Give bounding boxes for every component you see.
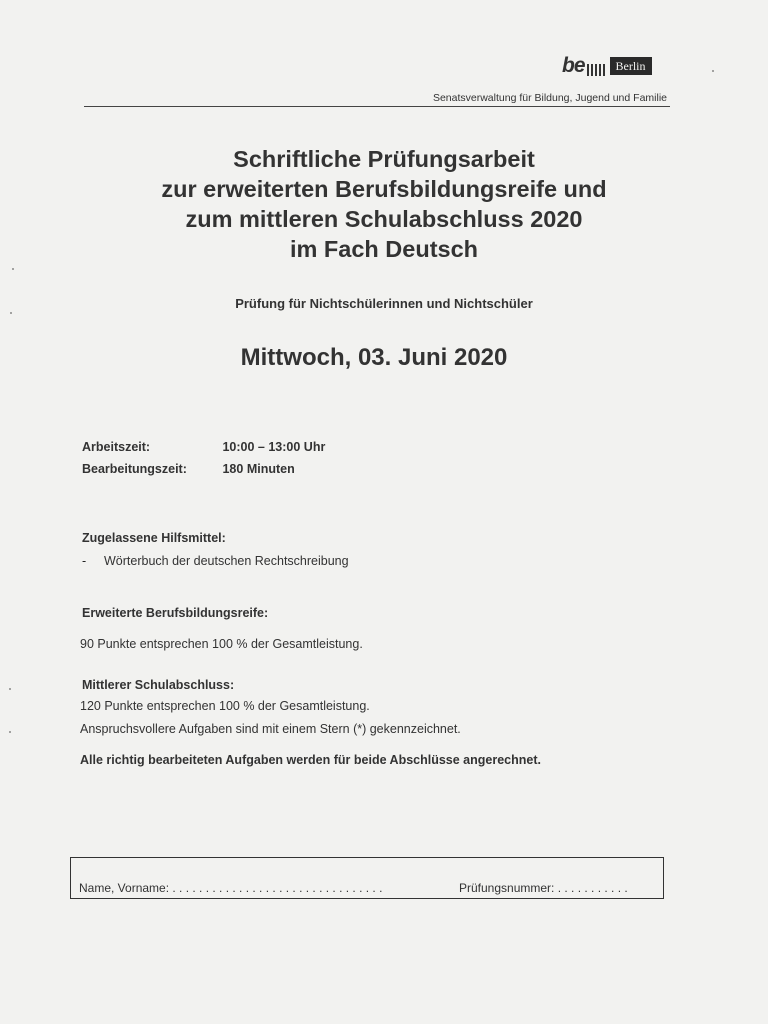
exam-date: Mittwoch, 03. Juni 2020 xyxy=(240,344,508,371)
title-line: im Fach Deutsch xyxy=(289,236,479,262)
ebr-heading: Erweiterte Berufsbildungsreife: xyxy=(82,606,269,620)
name-field[interactable]: Name, Vorname: . . . . . . . . . . . . . . . . . . . . . . . . . . . . . . . . xyxy=(79,881,383,895)
hilfsmittel-heading: Zugelassene Hilfsmittel: xyxy=(82,531,226,545)
bearbeitungszeit-value: 180 Minuten xyxy=(222,462,295,476)
logo-berlin-text: Berlin xyxy=(610,57,652,75)
bearbeitungszeit-row xyxy=(82,462,295,476)
logo-be-text: be xyxy=(562,54,585,77)
scan-speck xyxy=(9,688,11,690)
title-line: zum mittleren Schulabschluss 2020 xyxy=(185,206,583,232)
msa-heading: Mittlerer Schulabschluss: xyxy=(82,678,235,692)
credit-note: Alle richtig bearbeiteten Aufgaben werden für beide Abschlüsse angerechnet. xyxy=(80,753,541,767)
brandenburg-gate-icon xyxy=(587,60,607,76)
page-title xyxy=(0,144,768,264)
ebr-text: 90 Punkte entsprechen 100 % der Gesamtleistung. xyxy=(80,637,363,651)
ministry-name: Senatsverwaltung für Bildung, Jugend und Familie xyxy=(432,92,667,104)
name-box xyxy=(70,857,664,899)
arbeitszeit-row xyxy=(82,440,325,454)
scan-speck xyxy=(12,268,14,270)
arbeitszeit-value: 10:00 – 13:00 Uhr xyxy=(222,440,326,454)
arbeitszeit-label: Arbeitszeit: xyxy=(82,440,151,454)
exam-number-field[interactable]: Prüfungsnummer: . . . . . . . . . . . xyxy=(459,881,628,895)
scan-speck xyxy=(712,70,714,72)
bearbeitungszeit-label: Bearbeitungszeit: xyxy=(82,462,187,476)
msa-text-2: Anspruchsvollere Aufgaben sind mit einem Stern (*) gekennzeichnet. xyxy=(80,722,461,736)
title-line: Schriftliche Prüfungsarbeit xyxy=(233,146,535,172)
list-dash: - xyxy=(82,554,87,568)
scan-speck xyxy=(10,312,12,314)
subtitle: Prüfung für Nichtschülerinnen und Nichtschüler xyxy=(235,296,533,311)
hilfsmittel-item: Wörterbuch der deutschen Rechtschreibung xyxy=(104,554,349,568)
header-rule xyxy=(84,106,670,107)
msa-text-1: 120 Punkte entsprechen 100 % der Gesamtleistung. xyxy=(80,699,370,713)
title-line: zur erweiterten Berufsbildungsreife und xyxy=(161,176,607,202)
berlin-logo xyxy=(562,54,652,78)
scan-speck xyxy=(9,731,11,733)
